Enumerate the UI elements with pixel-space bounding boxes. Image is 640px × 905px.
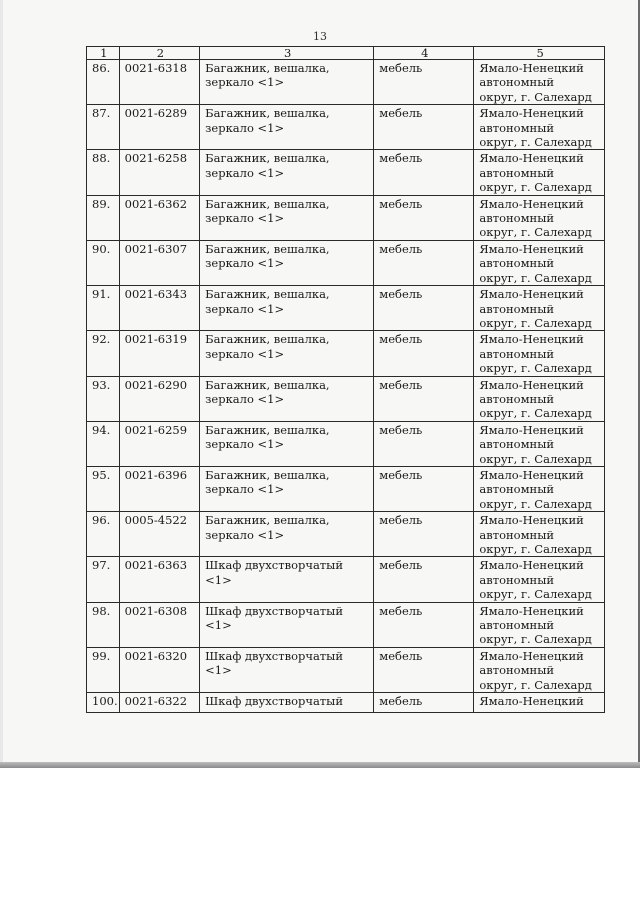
item-location (474, 240, 605, 285)
table-row (87, 557, 605, 602)
location-line: автономный (479, 618, 555, 633)
location-line: Ямало-Ненецкий (479, 151, 584, 166)
header-col-3: 3 (200, 47, 374, 60)
location-line: округ, г. Салехард (479, 89, 592, 104)
row-number: 96. (87, 512, 120, 557)
inventory-code: 0021-6319 (119, 331, 200, 376)
item-name: Багажник, вешалка, зеркало <1> (200, 60, 374, 105)
inventory-code: 0021-6343 (119, 286, 200, 331)
location-line: автономный (479, 301, 555, 316)
table-row (87, 693, 605, 713)
location-line: Ямало-Ненецкий (479, 241, 584, 256)
header-col-4: 4 (374, 47, 474, 60)
page-number: 13 (313, 30, 327, 43)
item-name: Багажник, вешалка, зеркало <1> (200, 331, 374, 376)
item-type: мебель (374, 331, 474, 376)
item-type: мебель (374, 286, 474, 331)
property-table (86, 46, 605, 713)
inventory-code: 0021-6363 (119, 557, 200, 602)
row-number: 92. (87, 331, 120, 376)
location-line: автономный (479, 437, 555, 452)
inventory-code: 0021-6362 (119, 195, 200, 240)
item-type: мебель (374, 60, 474, 105)
row-number: 98. (87, 602, 120, 647)
inventory-code: 0021-6258 (119, 150, 200, 195)
inventory-code: 0021-6318 (119, 60, 200, 105)
inventory-code: 0021-6308 (119, 602, 200, 647)
row-number: 100. (87, 693, 120, 713)
row-number: 95. (87, 466, 120, 511)
location-line: округ, г. Салехард (479, 315, 592, 330)
location-line: округ, г. Салехард (479, 406, 592, 421)
item-type: мебель (374, 105, 474, 150)
item-location (474, 286, 605, 331)
row-number: 99. (87, 647, 120, 692)
row-number: 86. (87, 60, 120, 105)
location-line: Ямало-Ненецкий (479, 287, 584, 302)
location-line: Ямало-Ненецкий (479, 422, 584, 437)
inventory-code: 0021-6320 (119, 647, 200, 692)
table-row (87, 421, 605, 466)
table-row (87, 331, 605, 376)
location-line: автономный (479, 120, 555, 135)
location-line: округ, г. Салехард (479, 587, 592, 602)
location-line: округ, г. Салехард (479, 361, 592, 376)
location-line: округ, г. Салехард (479, 135, 592, 150)
item-type: мебель (374, 602, 474, 647)
header-row (87, 47, 605, 60)
item-type: мебель (374, 150, 474, 195)
table-body (87, 60, 605, 713)
location-line: автономный (479, 527, 555, 542)
location-line: автономный (479, 663, 555, 678)
location-line: автономный (479, 391, 555, 406)
inventory-code: 0005-4522 (119, 512, 200, 557)
item-name: Багажник, вешалка, зеркало <1> (200, 105, 374, 150)
table-row (87, 286, 605, 331)
location-line: Ямало-Ненецкий (479, 196, 584, 211)
item-type: мебель (374, 376, 474, 421)
location-line: Ямало-Ненецкий (479, 558, 584, 573)
location-line: Ямало-Ненецкий (479, 603, 584, 618)
table-row (87, 150, 605, 195)
location-line: автономный (479, 256, 555, 271)
item-location (474, 331, 605, 376)
item-name: Багажник, вешалка, зеркало <1> (200, 466, 374, 511)
item-name: Шкаф двухстворчатый <1> (200, 602, 374, 647)
item-type: мебель (374, 240, 474, 285)
table-row (87, 105, 605, 150)
location-line: округ, г. Салехард (479, 542, 592, 556)
item-name: Багажник, вешалка, зеркало <1> (200, 195, 374, 240)
item-name: Багажник, вешалка, зеркало <1> (200, 376, 374, 421)
location-line: округ, г. Салехард (479, 270, 592, 285)
item-location (474, 693, 605, 713)
row-number: 93. (87, 376, 120, 421)
item-location (474, 150, 605, 195)
row-number: 87. (87, 105, 120, 150)
location-line: автономный (479, 346, 555, 361)
table-row (87, 240, 605, 285)
item-name: Багажник, вешалка, зеркало <1> (200, 512, 374, 557)
item-location (474, 557, 605, 602)
item-type: мебель (374, 466, 474, 511)
table-row (87, 512, 605, 557)
item-name: Шкаф двухстворчатый (200, 693, 374, 713)
location-line: Ямало-Ненецкий (479, 332, 584, 347)
location-line: округ, г. Салехард (479, 632, 592, 647)
location-line: автономный (479, 482, 555, 497)
item-location (474, 466, 605, 511)
location-line: автономный (479, 572, 555, 587)
item-location (474, 195, 605, 240)
item-location (474, 602, 605, 647)
table-row (87, 60, 605, 105)
item-type: мебель (374, 512, 474, 557)
location-line: округ, г. Салехард (479, 180, 592, 195)
location-line: Ямало-Ненецкий (479, 648, 584, 663)
header-col-1: 1 (87, 47, 120, 60)
item-location (474, 421, 605, 466)
inventory-code: 0021-6289 (119, 105, 200, 150)
item-name: Багажник, вешалка, зеркало <1> (200, 240, 374, 285)
location-line: округ, г. Салехард (479, 496, 592, 511)
table-row (87, 376, 605, 421)
inventory-code: 0021-6322 (119, 693, 200, 713)
table-row (87, 602, 605, 647)
location-line: Ямало-Ненецкий (479, 467, 584, 482)
item-type: мебель (374, 557, 474, 602)
row-number: 90. (87, 240, 120, 285)
item-name: Багажник, вешалка, зеркало <1> (200, 421, 374, 466)
location-line: Ямало-Ненецкий (479, 106, 584, 121)
location-line: автономный (479, 211, 555, 226)
row-number: 91. (87, 286, 120, 331)
location-line: Ямало-Ненецкий (479, 513, 584, 528)
location-line: автономный (479, 75, 555, 90)
item-name: Шкаф двухстворчатый <1> (200, 647, 374, 692)
location-line: округ, г. Салехард (479, 677, 592, 692)
location-line: автономный (479, 165, 555, 180)
item-name: Багажник, вешалка, зеркало <1> (200, 150, 374, 195)
location-line: Ямало-Ненецкий (479, 694, 584, 709)
table-row (87, 466, 605, 511)
row-number: 88. (87, 150, 120, 195)
scan-bottom-edge (0, 762, 640, 768)
row-number: 94. (87, 421, 120, 466)
item-type: мебель (374, 693, 474, 713)
location-line: Ямало-Ненецкий (479, 377, 584, 392)
item-type: мебель (374, 421, 474, 466)
inventory-code: 0021-6307 (119, 240, 200, 285)
row-number: 97. (87, 557, 120, 602)
header-col-5: 5 (474, 47, 605, 60)
table-row (87, 647, 605, 692)
item-location (474, 60, 605, 105)
inventory-code: 0021-6259 (119, 421, 200, 466)
item-location (474, 512, 605, 557)
location-line: округ, г. Салехард (479, 225, 592, 240)
item-location (474, 376, 605, 421)
inventory-code: 0021-6290 (119, 376, 200, 421)
item-location (474, 105, 605, 150)
item-name: Багажник, вешалка, зеркало <1> (200, 286, 374, 331)
item-name: Шкаф двухстворчатый <1> (200, 557, 374, 602)
item-location (474, 647, 605, 692)
scan-edge (0, 0, 3, 762)
location-line: округ, г. Салехард (479, 451, 592, 466)
item-type: мебель (374, 195, 474, 240)
table-row (87, 195, 605, 240)
row-number: 89. (87, 195, 120, 240)
header-col-2: 2 (119, 47, 200, 60)
item-type: мебель (374, 647, 474, 692)
inventory-code: 0021-6396 (119, 466, 200, 511)
location-line: Ямало-Ненецкий (479, 61, 584, 75)
